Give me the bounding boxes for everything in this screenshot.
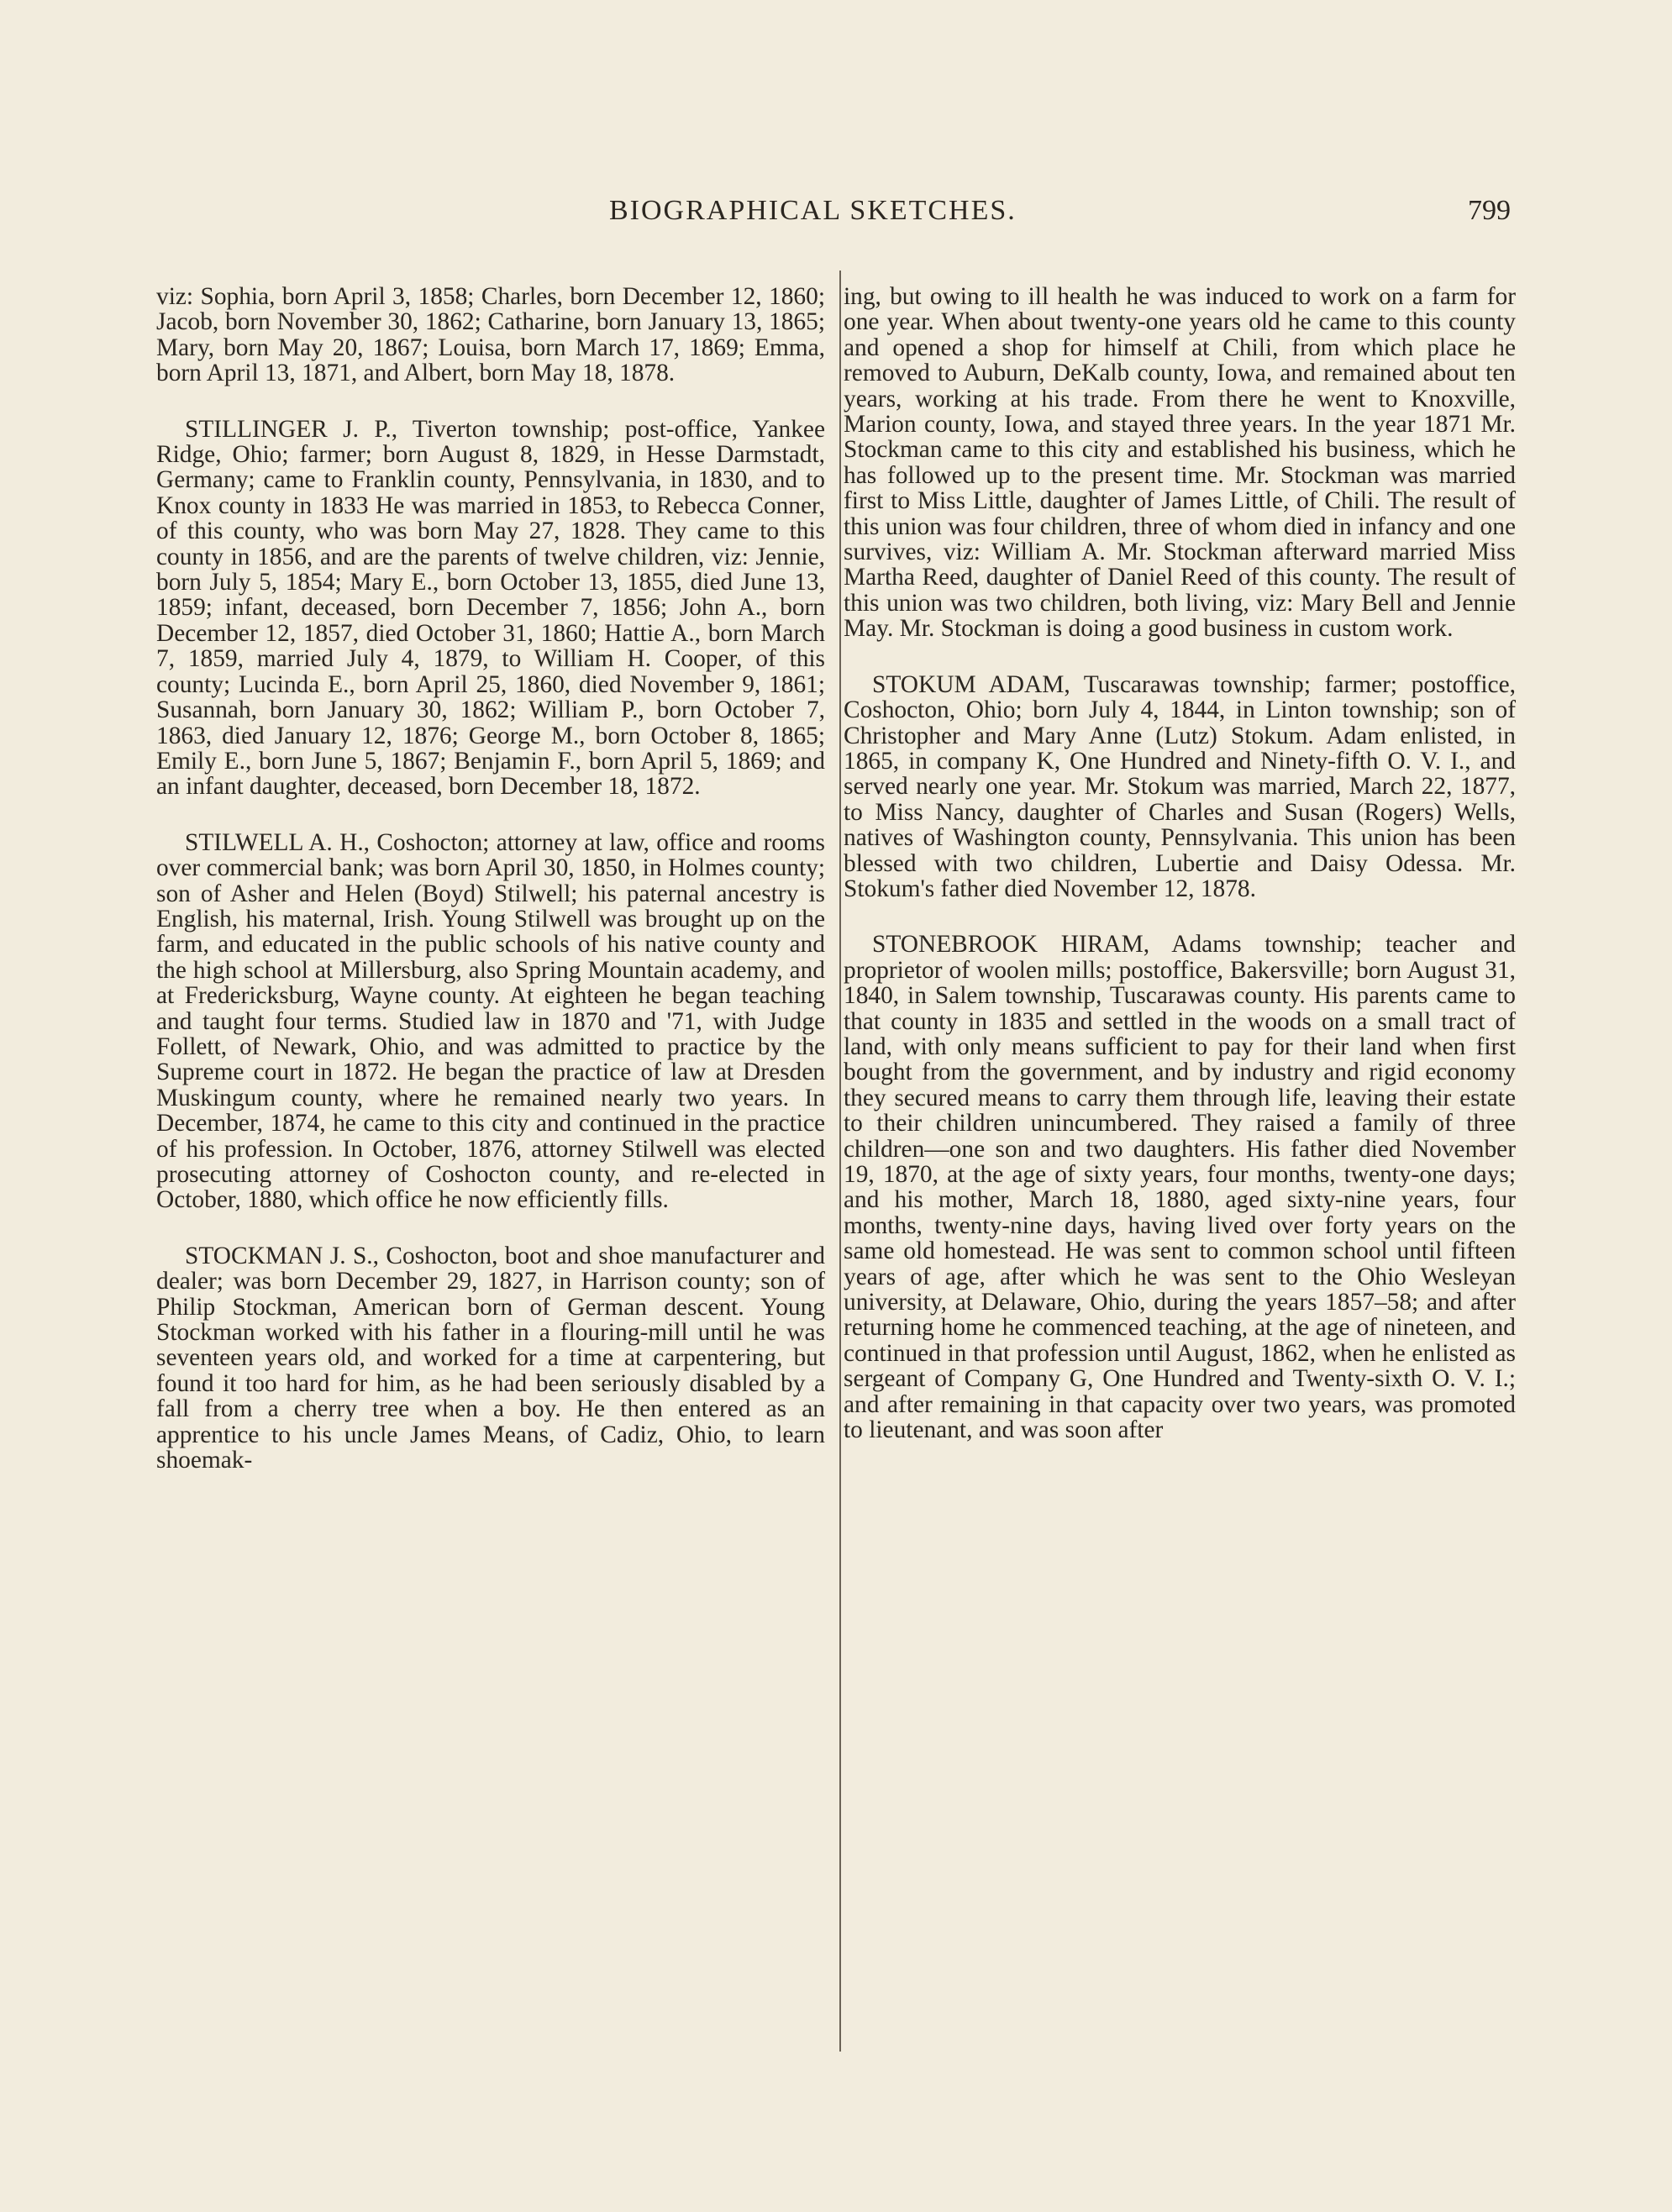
entry-stockman-continued: ing, but owing to ill health he was induced to work on a farm for one year. When about twenty-one years old he came to this county and opened a shop for himself at Chili, from which place he removed to Auburn, DeKalb county, Iowa, and remained about ten years, working at his trade. From there he went to Knoxville, Marion county, Iowa, and stayed three years. In the year 1871 Mr. Stockman came to this city and established his business, which he has followed up to the present time. Mr. Stockman was married first to Miss Little, daughter of James Little, of Chili. The result of this union was four children, three of whom died in infancy and one survives, viz: William A. Mr. Stockman afterward married Miss Martha Reed, daughter of Daniel Reed of this county. The result of this union was two children, both living, viz: Mary Bell and Jennie May. Mr. Stockman is doing a good business in custom work. — [844, 283, 1516, 643]
running-title: BIOGRAPHICAL SKETCHES. — [609, 195, 1017, 226]
page-number: 799 — [1468, 195, 1511, 226]
left-column — [156, 284, 825, 1473]
continued-entry-paragraph: viz: Sophia, born April 3, 1858; Charles, born December 12, 1860; Jacob, born November 30, 1862; Catharine, born January 13, 1865; Mary, born May 20, 1867; Louisa, born March 17, 1869; Emma, born April 13, 1871, and Albert, born May 18, 1878. — [156, 283, 825, 387]
page-header — [0, 195, 1672, 245]
column-divider — [839, 271, 841, 2052]
right-column — [844, 284, 1516, 1442]
entry-stilwell: STILWELL A. H., Coshocton; attorney at law, office and rooms over commercial bank; was born April 30, 1850, in Holmes county; son of Asher and Helen (Boyd) Stilwell; his paternal ancestry is English, his maternal, Irish. Young Stilwell was brought up on the farm, and educated in the public schools of his native county and the high school at Millersburg, also Spring Mountain academy, and at Fredericksburg, Wayne county. At eighteen he began teaching and taught four terms. Studied law in 1870 and '71, with Judge Follett, of Newark, Ohio, and was admitted to practice by the Supreme court in 1872. He began the practice of law at Dresden Muskingum county, where he remained nearly two years. In December, 1874, he came to this city and continued in the practice of his profession. In October, 1876, attorney Stilwell was elected prosecuting attorney of Coshocton county, and re-elected in October, 1880, which office he now efficiently fills. — [156, 828, 825, 1214]
entry-stonebrook: STONEBROOK HIRAM, Adams township; teacher and proprietor of woolen mills; postoffice, Bakersville; born August 31, 1840, in Salem township, Tuscarawas county. His parents came to that county in 1835 and settled in the woods on a small tract of land, with only means sufficient to pay for their land when first bought from the government, and by industry and rigid economy they secured means to carry them through life, leaving their estate to their children unincumbered. They raised a family of three children—one son and two daughters. His father died November 19, 1870, at the age of sixty years, four months, twenty-one days; and his mother, March 18, 1880, aged sixty-nine years, four months, twenty-nine days, having lived over forty years on the same old homestead. He was sent to common school until fifteen years of age, after which he was sent to the Ohio Wesleyan university, at Delaware, Ohio, during the years 1857–58; and after returning home he commenced teaching, at the age of nineteen, and continued in that profession until August, 1862, when he enlisted as sergeant of Company G, One Hundred and Twenty-sixth O. V. I.; and after remaining in that capacity over two years, was promoted to lieutenant, and was soon after — [844, 931, 1516, 1444]
entry-stockman: STOCKMAN J. S., Coshocton, boot and shoe manufacturer and dealer; was born December 29, 1827, in Harrison county; son of Philip Stockman, American born of German descent. Young Stockman worked with his father in a flouring-mill until he was seventeen years old, and worked for a time at carpentering, but found it too hard for him, as he had been seriously disabled by a fall from a cherry tree when a boy. He then entered as an apprentice to his uncle James Means, of Cadiz, Ohio, to learn shoemak- — [156, 1242, 825, 1474]
entry-stillinger: STILLINGER J. P., Tiverton township; post-office, Yankee Ridge, Ohio; farmer; born August 8, 1829, in Hesse Darmstadt, Germany; came to Franklin county, Pennsylvania, in 1830, and to Knox county in 1833 He was married in 1853, to Rebecca Conner, of this county, who was born May 27, 1828. They came to this county in 1856, and are the parents of twelve children, viz: Jennie, born July 5, 1854; Mary E., born October 13, 1855, died June 13, 1859; infant, deceased, born December 7, 1856; John A., born December 12, 1857, died October 31, 1860; Hattie A., born March 7, 1859, married July 4, 1879, to William H. Cooper, of this county; Lucinda E., born April 25, 1860, died November 9, 1861; Susannah, born January 30, 1862; William P., born October 7, 1863, died January 12, 1876; George M., born October 8, 1865; Emily E., born June 5, 1867; Benjamin F., born April 5, 1869; and an infant daughter, deceased, born December 18, 1872. — [156, 415, 825, 801]
entry-stokum: STOKUM ADAM, Tuscarawas township; farmer; postoffice, Coshocton, Ohio; born July 4, 1844, in Linton township; son of Christopher and Mary Anne (Lutz) Stokum. Adam enlisted, in 1865, in company K, One Hundred and Ninety-fifth O. V. I., and served nearly one year. Mr. Stokum was married, March 22, 1877, to Miss Nancy, daughter of Charles and Susan (Rogers) Wells, natives of Washington county, Pennsylvania. This union has been blessed with two children, Lubertie and Daisy Odessa. Mr. Stokum's father died November 12, 1878. — [844, 670, 1516, 902]
